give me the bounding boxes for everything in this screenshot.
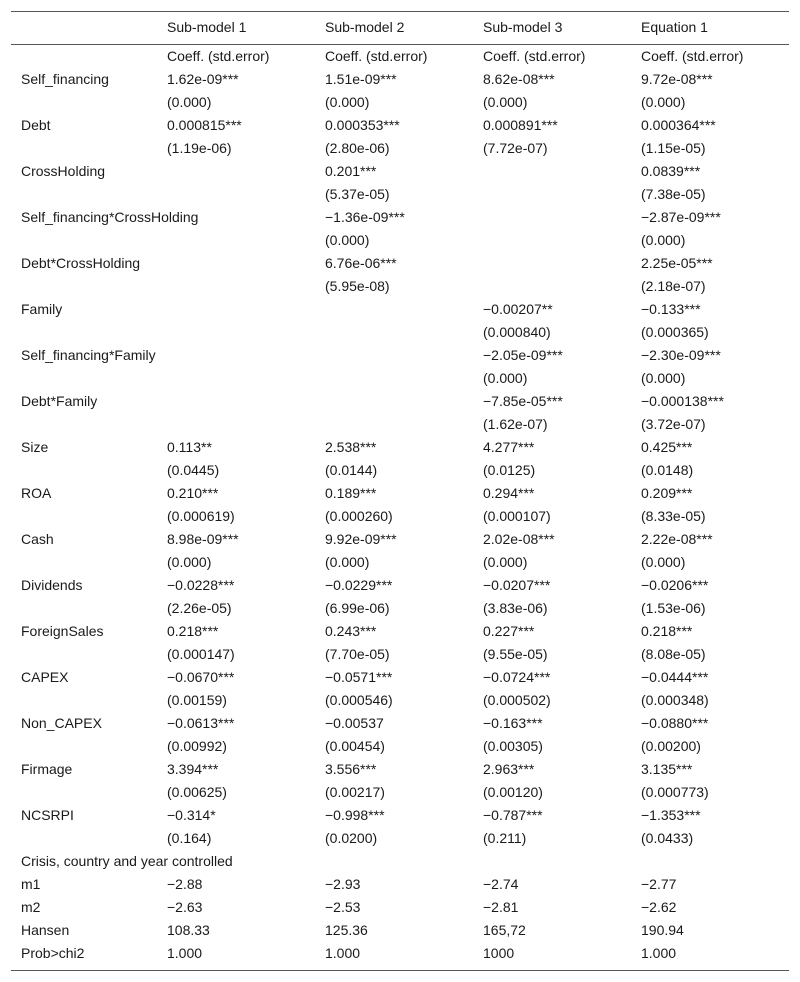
table-cell: 0.218***: [641, 623, 693, 639]
table-cell: (9.55e-05): [483, 646, 548, 662]
table-cell: (0.000): [483, 370, 528, 386]
table-cell: (0.00159): [167, 692, 227, 708]
table-cell: 3.556***: [325, 761, 377, 777]
table-cell: (0.00217): [325, 784, 385, 800]
table-cell: −1.36e-09***: [325, 209, 405, 225]
table-cell: 0.000353***: [325, 117, 400, 133]
table-cell: Coeff. (std.error): [325, 48, 428, 64]
row-label: Cash: [21, 531, 54, 547]
table-cell: (0.000619): [167, 508, 235, 524]
table-cell: 9.72e-08***: [641, 71, 713, 87]
table-cell: 125.36: [325, 922, 368, 938]
header-sub-model-3: Sub-model 3: [483, 19, 563, 35]
table-cell: −0.000138***: [641, 393, 724, 409]
row-label: Prob>chi2: [21, 945, 85, 961]
table-cell: 0.243***: [325, 623, 377, 639]
table-cell: 2.538***: [325, 439, 377, 455]
table-top-rule: [11, 11, 789, 12]
table-cell: (0.000): [641, 554, 686, 570]
table-cell: (0.000): [483, 94, 528, 110]
table-cell: 1.000: [325, 945, 361, 961]
table-cell: (0.0125): [483, 462, 536, 478]
row-label: Hansen: [21, 922, 70, 938]
table-cell: −0.00537: [325, 715, 384, 731]
row-label: Self_financing: [21, 71, 109, 87]
table-cell: (0.000): [641, 232, 686, 248]
table-cell: (0.000840): [483, 324, 551, 340]
table-cell: (0.000): [641, 370, 686, 386]
header-sub-model-1: Sub-model 1: [167, 19, 247, 35]
table-cell: (0.000365): [641, 324, 709, 340]
table-cell: (0.000): [641, 94, 686, 110]
table-cell: −0.314*: [167, 807, 216, 823]
table-cell: −2.63: [167, 899, 203, 915]
table-cell: −0.0670***: [167, 669, 235, 685]
row-label: Size: [21, 439, 49, 455]
table-cell: 2.25e-05***: [641, 255, 713, 271]
table-cell: (0.000): [325, 232, 370, 248]
table-cell: −7.85e-05***: [483, 393, 563, 409]
table-cell: (0.000): [167, 94, 212, 110]
table-cell: −1.353***: [641, 807, 701, 823]
table-cell: (0.00120): [483, 784, 543, 800]
table-cell: −2.74: [483, 876, 519, 892]
table-cell: −2.93: [325, 876, 361, 892]
table-cell: (5.37e-05): [325, 186, 390, 202]
table-cell: (0.00200): [641, 738, 701, 754]
table-cell: (0.00992): [167, 738, 227, 754]
table-cell: −2.30e-09***: [641, 347, 721, 363]
table-cell: −0.787***: [483, 807, 543, 823]
table-cell: (1.62e-07): [483, 416, 548, 432]
table-cell: (1.53e-06): [641, 600, 706, 616]
table-cell: (1.15e-05): [641, 140, 706, 156]
table-cell: (3.72e-07): [641, 416, 706, 432]
table-cell: (0.000348): [641, 692, 709, 708]
table-cell: (0.0148): [641, 462, 694, 478]
row-label: Debt: [21, 117, 51, 133]
table-cell: 4.277***: [483, 439, 535, 455]
table-cell: −0.998***: [325, 807, 385, 823]
table-cell: 0.209***: [641, 485, 693, 501]
table-cell: 165,72: [483, 922, 526, 938]
table-cell: (0.0144): [325, 462, 378, 478]
row-label: Self_financing*Family: [21, 347, 156, 363]
table-cell: 0.189***: [325, 485, 377, 501]
table-cell: (0.211): [483, 830, 527, 846]
table-cell: −0.0206***: [641, 577, 709, 593]
table-cell: 1.000: [167, 945, 203, 961]
table-cell: (0.000773): [641, 784, 709, 800]
table-cell: (3.83e-06): [483, 600, 548, 616]
table-cell: 0.000891***: [483, 117, 558, 133]
table-cell: −2.05e-09***: [483, 347, 563, 363]
table-cell: 3.394***: [167, 761, 219, 777]
table-cell: (0.000): [167, 554, 212, 570]
table-cell: (0.000502): [483, 692, 551, 708]
table-cell: (1.19e-06): [167, 140, 232, 156]
table-cell: −0.0571***: [325, 669, 393, 685]
table-cell: 190.94: [641, 922, 684, 938]
table-cell: −2.81: [483, 899, 519, 915]
table-cell: 0.218***: [167, 623, 219, 639]
table-cell: 6.76e-06***: [325, 255, 397, 271]
table-cell: 0.0839***: [641, 163, 701, 179]
row-label: NCSRPI: [21, 807, 74, 823]
table-cell: −2.87e-09***: [641, 209, 721, 225]
table-cell: 3.135***: [641, 761, 693, 777]
table-cell: (0.00305): [483, 738, 543, 754]
row-label: Debt*CrossHolding: [21, 255, 141, 271]
table-cell: 1.000: [641, 945, 677, 961]
row-label: m2: [21, 899, 41, 915]
table-cell: −0.0228***: [167, 577, 235, 593]
table-cell: 8.62e-08***: [483, 71, 555, 87]
table-cell: 0.425***: [641, 439, 693, 455]
table-cell: −2.53: [325, 899, 361, 915]
table-cell: 0.227***: [483, 623, 535, 639]
table-cell: Coeff. (std.error): [483, 48, 586, 64]
row-label: ROA: [21, 485, 52, 501]
table-cell: 2.963***: [483, 761, 535, 777]
table-cell: (2.26e-05): [167, 600, 232, 616]
row-label: m1: [21, 876, 41, 892]
row-label: Crisis, country and year controlled: [21, 853, 233, 869]
table-cell: (0.00454): [325, 738, 385, 754]
table-cell: (2.18e-07): [641, 278, 706, 294]
row-label: Firmage: [21, 761, 73, 777]
table-cell: (7.38e-05): [641, 186, 706, 202]
row-label: Debt*Family: [21, 393, 98, 409]
table-cell: (0.000546): [325, 692, 393, 708]
table-cell: (2.80e-06): [325, 140, 390, 156]
table-cell: 0.000815***: [167, 117, 242, 133]
row-label: ForeignSales: [21, 623, 104, 639]
table-cell: (0.00625): [167, 784, 227, 800]
table-cell: −0.0207***: [483, 577, 551, 593]
table-cell: −0.163***: [483, 715, 543, 731]
table-cell: 0.294***: [483, 485, 535, 501]
table-cell: −0.0613***: [167, 715, 235, 731]
table-cell: (7.70e-05): [325, 646, 390, 662]
table-cell: (0.000147): [167, 646, 235, 662]
table-cell: −2.62: [641, 899, 677, 915]
table-cell: 9.92e-09***: [325, 531, 397, 547]
table-cell: (7.72e-07): [483, 140, 548, 156]
table-cell: −2.88: [167, 876, 203, 892]
table-cell: 0.210***: [167, 485, 219, 501]
row-label: CAPEX: [21, 669, 69, 685]
table-cell: −0.0444***: [641, 669, 709, 685]
table-cell: 0.000364***: [641, 117, 716, 133]
table-cell: −0.0724***: [483, 669, 551, 685]
table-cell: (8.33e-05): [641, 508, 706, 524]
table-cell: 0.113**: [167, 439, 212, 455]
table-cell: (0.000): [483, 554, 528, 570]
row-label: CrossHolding: [21, 163, 106, 179]
table-cell: 1.51e-09***: [325, 71, 397, 87]
table-cell: (0.0445): [167, 462, 220, 478]
table-cell: −0.133***: [641, 301, 701, 317]
header-equation-1: Equation 1: [641, 19, 708, 35]
table-cell: 0.201***: [325, 163, 377, 179]
table-cell: (0.164): [167, 830, 212, 846]
table-cell: (0.0200): [325, 830, 378, 846]
table-cell: Coeff. (std.error): [641, 48, 744, 64]
table-cell: −2.77: [641, 876, 677, 892]
table-cell: Coeff. (std.error): [167, 48, 270, 64]
table-bottom-rule: [11, 970, 789, 971]
table-cell: (0.000107): [483, 508, 551, 524]
table-cell: −0.00207**: [483, 301, 553, 317]
table-cell: −0.0229***: [325, 577, 393, 593]
table-cell: (5.95e-08): [325, 278, 390, 294]
table-cell: (6.99e-06): [325, 600, 390, 616]
table-cell: 1000: [483, 945, 515, 961]
table-cell: −0.0880***: [641, 715, 709, 731]
row-label: Self_financing*CrossHolding: [21, 209, 199, 225]
table-cell: 8.98e-09***: [167, 531, 239, 547]
table-cell: (0.000): [325, 554, 370, 570]
table-cell: (0.000260): [325, 508, 393, 524]
table-cell: (8.08e-05): [641, 646, 706, 662]
table-cell: (0.000): [325, 94, 370, 110]
row-label: Dividends: [21, 577, 83, 593]
table-cell: 108.33: [167, 922, 210, 938]
table-cell: (0.0433): [641, 830, 694, 846]
row-label: Family: [21, 301, 63, 317]
table-cell: 1.62e-09***: [167, 71, 239, 87]
table-cell: 2.02e-08***: [483, 531, 555, 547]
table-cell: 2.22e-08***: [641, 531, 713, 547]
header-sub-model-2: Sub-model 2: [325, 19, 405, 35]
row-label: Non_CAPEX: [21, 715, 102, 731]
